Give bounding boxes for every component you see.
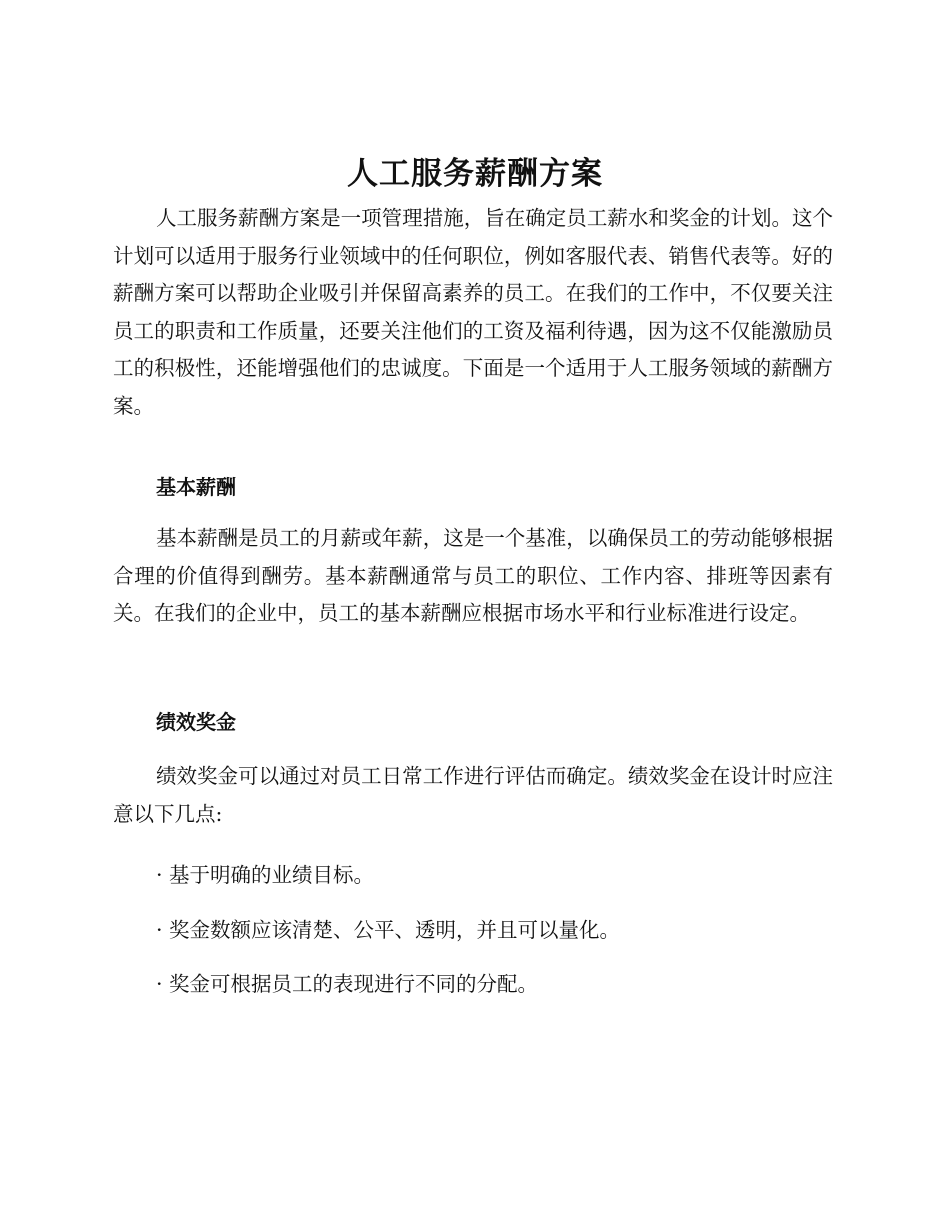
- bullet-item-3: · 奖金可根据员工的表现进行不同的分配。: [156, 972, 539, 996]
- bullet-item-1: · 基于明确的业绩目标。: [156, 863, 375, 887]
- bullet-item-2: · 奖金数额应该清楚、公平、透明，并且可以量化。: [156, 918, 621, 942]
- intro-paragraph: 人工服务薪酬方案是一项管理措施，旨在确定员工薪水和奖金的计划。这个计划可以适用于服务行业领域中的任何职位，例如客服代表、销售代表等。好的薪酬方案可以帮助企业吸引并保留高素养的员工。在我们的工作中，不仅要关注员工的职责和工作质量，还要关注他们的工资及福利待遇，因为这不仅能激励员工的积极性，还能增强他们的忠诚度。下面是一个适用于人工服务领域的薪酬方案。: [113, 206, 833, 418]
- base-salary-paragraph: 基本薪酬是员工的月薪或年薪，这是一个基准，以确保员工的劳动能够根据合理的价值得到酬劳。基本薪酬通常与员工的职位、工作内容、排班等因素有关。在我们的企业中，员工的基本薪酬应根据市场水平和行业标准进行设定。: [113, 526, 833, 625]
- performance-bonus-paragraph: 绩效奖金可以通过对员工日常工作进行评估而确定。绩效奖金在设计时应注意以下几点:: [113, 764, 833, 826]
- document-title: 人工服务薪酬方案: [347, 156, 603, 192]
- section-heading-base-salary: 基本薪酬: [156, 475, 236, 499]
- section-heading-performance-bonus: 绩效奖金: [156, 710, 236, 734]
